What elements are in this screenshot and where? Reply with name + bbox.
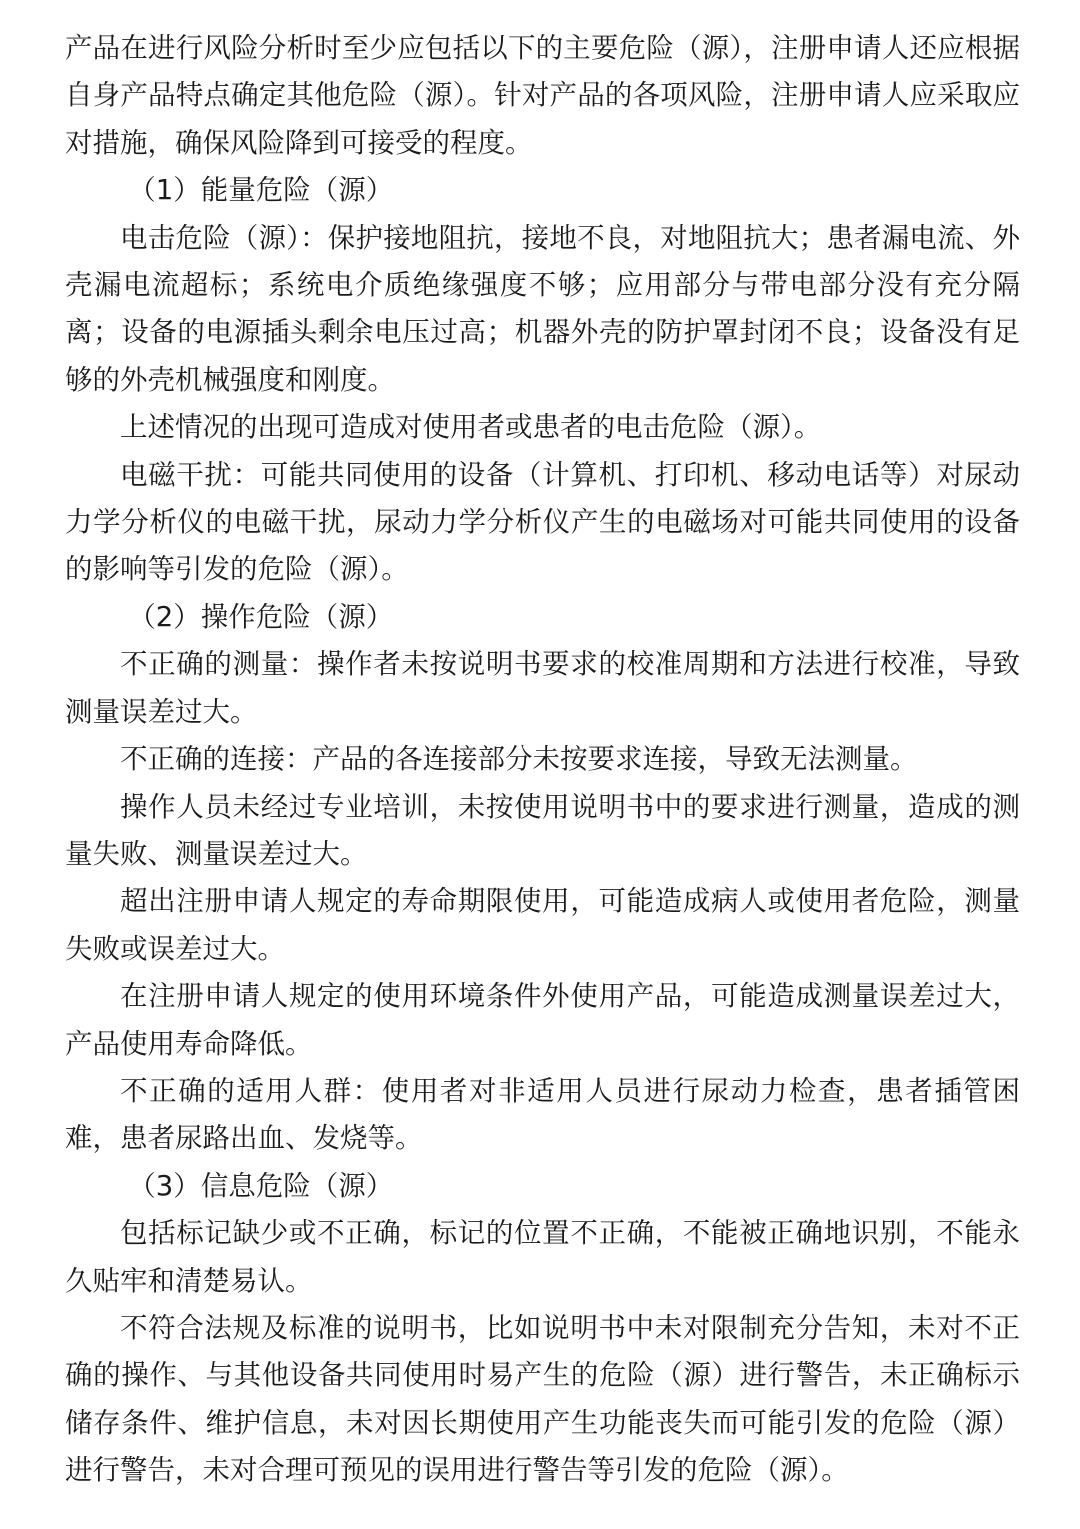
paragraph-labeling: 包括标记缺少或不正确，标记的位置不正确，不能被正确地识别，不能永久贴牢和清楚易认。 [65,1217,1020,1297]
paragraph-incorrect-measurement: 不正确的测量：操作者未按说明书要求的校准周期和方法进行校准，导致测量误差过大。 [65,648,1020,728]
paragraph-shock-summary: 上述情况的出现可造成对使用者或患者的电击危险（源）。 [120,411,822,444]
document-body [65,25,1020,1495]
section-heading-operation-hazard: （2）操作危险（源） [128,600,394,633]
section-heading-energy-hazard: （1）能量危险（源） [128,174,394,207]
paragraph-incorrect-connection: 不正确的连接：产品的各连接部分未按要求连接，导致无法测量。 [120,743,918,776]
paragraph-lifetime-exceeded: 超出注册申请人规定的寿命期限使用，可能造成病人或使用者危险，测量失败或误差过大。 [65,885,1020,965]
section-heading-information-hazard: （3）信息危险（源） [128,1169,394,1202]
paragraph-emi: 电磁干扰：可能共同使用的设备（计算机、打印机、移动电话等）对尿动力学分析仪的电磁干扰，尿动力学分析仪产生的电磁场对可能共同使用的设备的影响等引发的危险（源）。 [65,458,1020,586]
paragraph-instructions: 不符合法规及标准的说明书，比如说明书中未对限制充分告知，未对不正确的操作、与其他设备共同使用时易产生的危险（源）进行警告，未正确标示储存条件、维护信息，未对因长期使用产生功能丧失而可能引发的危险（源）进行警告，未对合理可预见的误用进行警告等引发的危险（源）。 [65,1311,1020,1487]
paragraph-electric-shock: 电击危险（源）：保护接地阻抗，接地不良，对地阻抗大；患者漏电流、外壳漏电流超标；系统电介质绝缘强度不够；应用部分与带电部分没有充分隔离；设备的电源插头剩余电压过高；机器外壳的防护罩封闭不良；设备没有足够的外壳机械强度和刚度。 [65,221,1020,396]
paragraph-intro: 产品在进行风险分析时至少应包括以下的主要危险（源），注册申请人还应根据自身产品特点确定其他危险（源）。针对产品的各项风险，注册申请人应采取应对措施，确保风险降到可接受的程度。 [65,32,1020,159]
paragraph-untrained-operator: 操作人员未经过专业培训，未按使用说明书中的要求进行测量，造成的测量失败、测量误差过大。 [65,790,1020,870]
paragraph-wrong-population: 不正确的适用人群：使用者对非适用人员进行尿动力检查，患者插管困难，患者尿路出血、发烧等。 [65,1074,1020,1155]
paragraph-environment: 在注册申请人规定的使用环境条件外使用产品，可能造成测量误差过大，产品使用寿命降低。 [65,980,1020,1060]
